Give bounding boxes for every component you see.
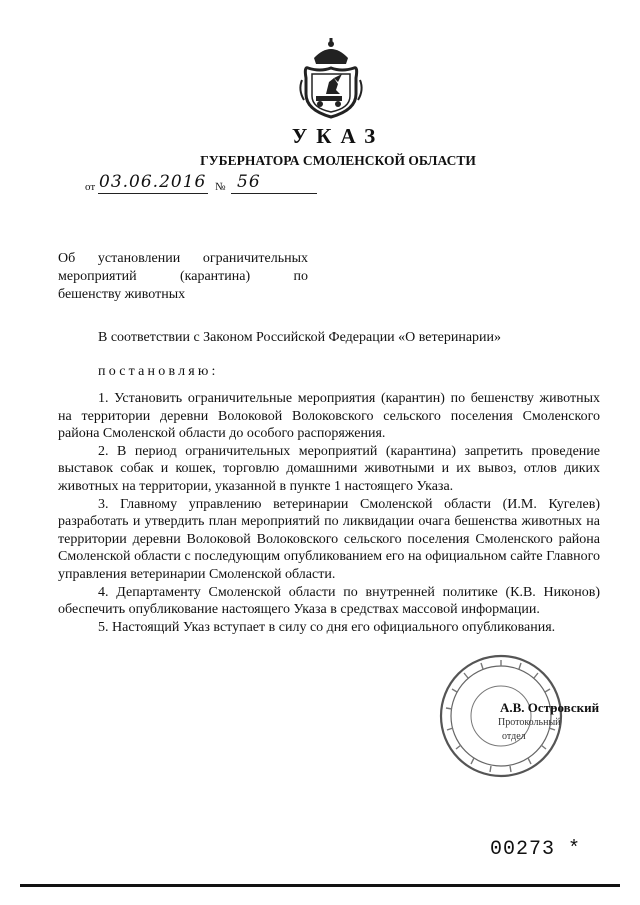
date-from-label: от [85, 181, 96, 193]
signatory-name: А.В. Островский [500, 700, 600, 715]
number-underline [231, 193, 317, 194]
decree-paragraph: 2. В период ограничительных мероприятий (карантина) запретить проведение выставок собак и кошек, торговлю домашними животными и их вывоз, отлов диких животных на территории, указанной в пункте 1 настоящего Указа. [58, 443, 600, 494]
decree-body [58, 390, 600, 636]
stamp-line: отдел [502, 731, 526, 742]
document-title: УКАЗ [291, 124, 385, 148]
preamble-text: В соответствии с Законом Российской Федерации «О ветеринарии» [98, 330, 502, 345]
subject-line: бешенству животных [58, 287, 186, 302]
decree-paragraph: 4. Департаменту Смоленской области по внутренней политике (К.В. Никонов) обеспечить опубликование настоящего Указа в средствах массовой информации. [58, 584, 600, 618]
coat-of-arms-icon [296, 38, 366, 120]
decree-word: постановляю: [98, 364, 219, 379]
document-subtitle: ГУБЕРНАТОРА СМОЛЕНСКОЙ ОБЛАСТИ [200, 153, 476, 168]
stamp-text [498, 716, 561, 744]
handwritten-number: 56 [237, 172, 261, 192]
number-label: № [215, 181, 226, 193]
stamp-line: Протокольный [498, 717, 561, 728]
decree-paragraph: 5. Настоящий Указ вступает в силу со дня его официального опубликования. [98, 619, 556, 635]
bottom-rule [20, 884, 620, 887]
handwritten-date: 03.06.2016 [99, 172, 207, 192]
date-number-line [85, 172, 325, 196]
decree-subject [58, 250, 308, 304]
subject-line: мероприятий (карантина) по [58, 269, 308, 284]
decree-paragraph: 3. Главному управлению ветеринарии Смоленской области (И.М. Кугелев) разработать и утвердить план мероприятий по ликвидации очага бешенства животных на территории деревни Волоковой Волоковского сельского поселения Смоленского района Смоленской области с последующим опубликованием его на официальном сайте Главного управления ветеринарии Смоленской области. [58, 496, 600, 582]
serial-number: 00273 * [490, 838, 582, 861]
subject-line: Об установлении ограничительных [58, 251, 308, 266]
date-underline [98, 193, 208, 194]
decree-paragraph: 1. Установить ограничительные мероприятия (карантин) по бешенству животных на территории деревни Волоковой Волоковского сельского поселения Смоленского района Смоленской области до особого распоряжения. [58, 391, 600, 442]
